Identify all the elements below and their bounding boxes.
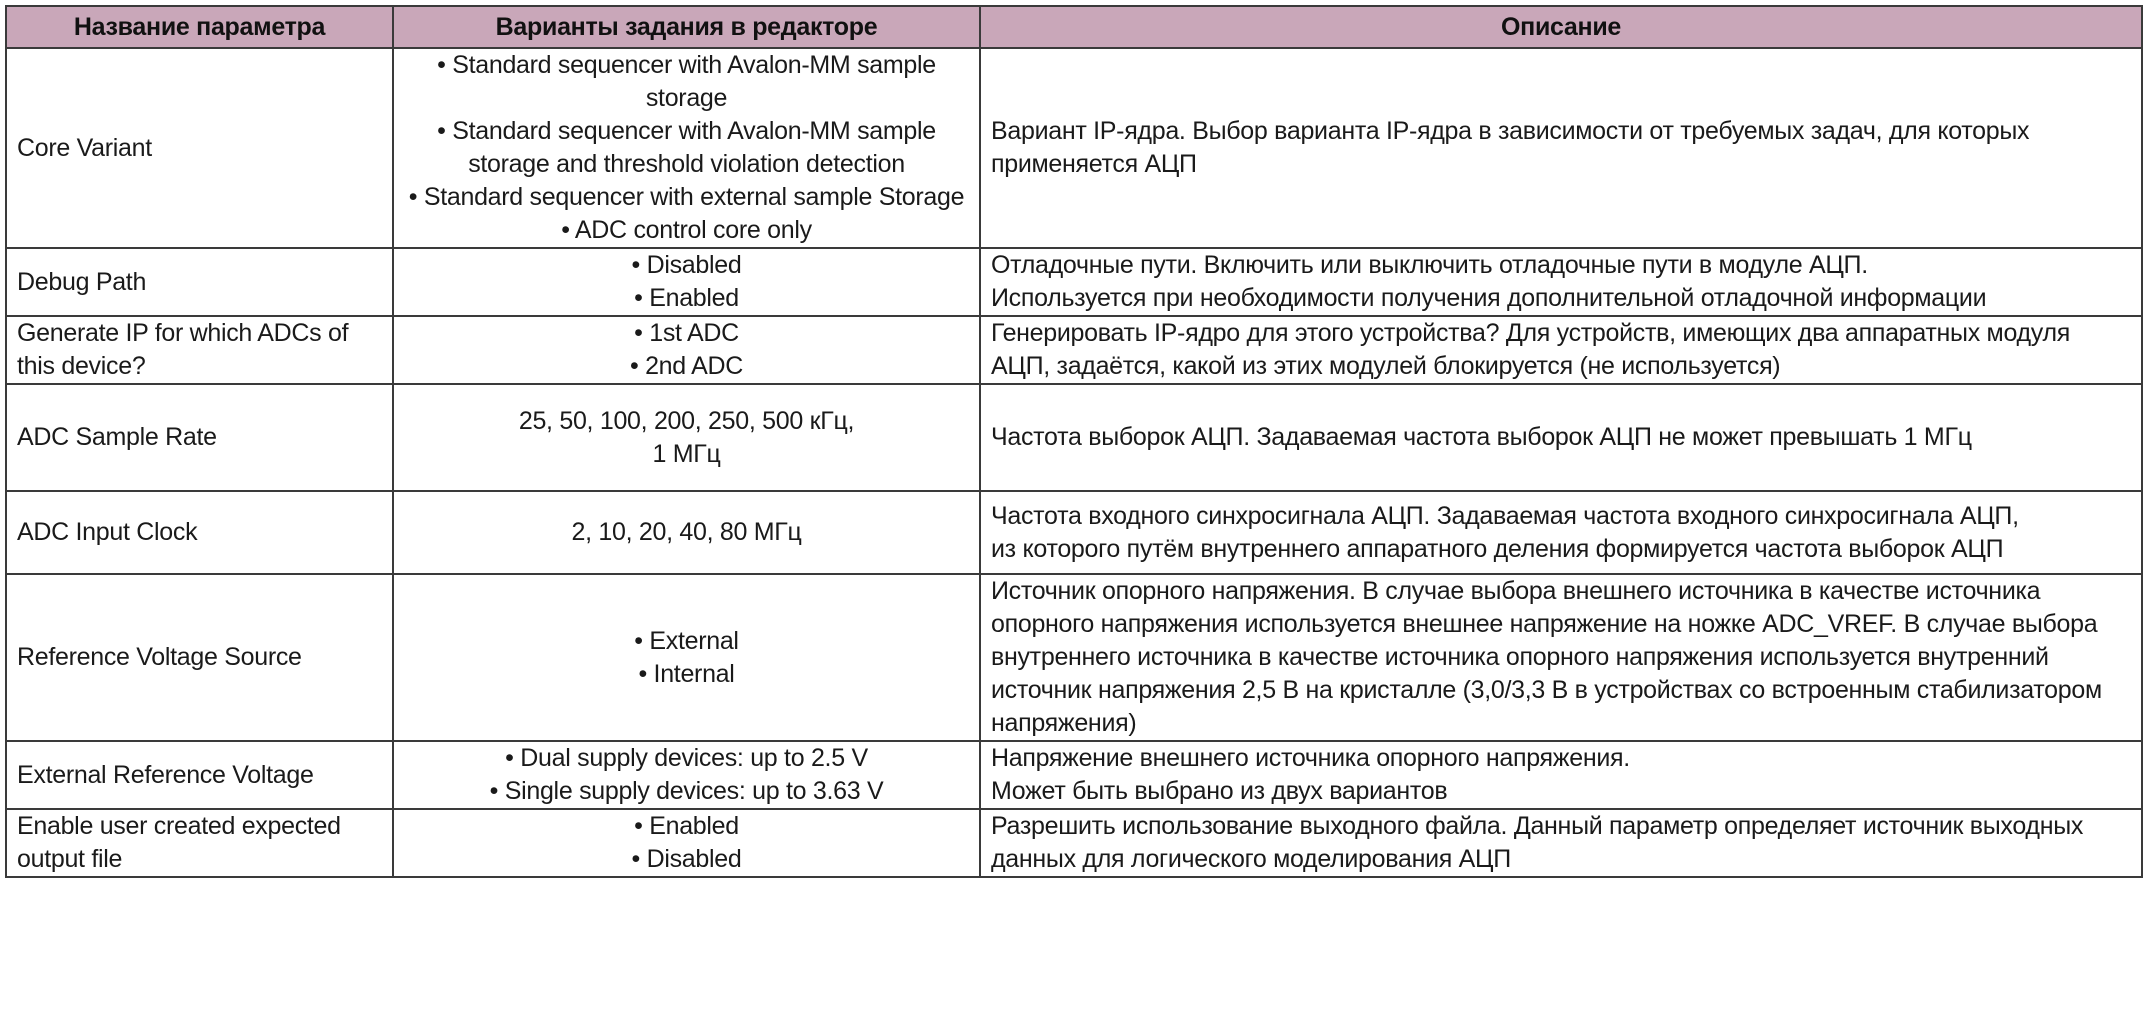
editor-options-line: • ADC control core only xyxy=(561,216,812,244)
parameter-name-cell xyxy=(6,741,393,809)
parameter-name-line: Core Variant xyxy=(17,133,152,162)
description-line: Отладочные пути. Включить или выключить отладочные пути в модуле АЦП. xyxy=(991,251,1868,279)
parameter-name-line: Generate IP for which ADCs of xyxy=(17,319,349,347)
editor-options-line: • 2nd ADC xyxy=(629,352,744,380)
parameter-name-line: Enable user created expected xyxy=(17,812,341,840)
parameter-name-cell xyxy=(6,574,393,741)
editor-options-line: • Enabled xyxy=(634,812,739,840)
editor-options-cell xyxy=(393,48,980,248)
editor-options-line: storage xyxy=(645,84,728,112)
header-description: Описание xyxy=(980,6,2142,48)
editor-options-line: • Disabled xyxy=(631,845,742,873)
editor-options-line: • Internal xyxy=(638,659,735,688)
parameter-name-line: ADC Sample Rate xyxy=(17,423,217,451)
description-cell xyxy=(980,384,2142,491)
parameter-name-cell xyxy=(6,809,393,877)
description-line: Разрешить использование выходного файла. Данный параметр определяет источник выходных xyxy=(991,812,2084,840)
editor-options-cell xyxy=(393,574,980,741)
description-line: источник напряжения 2,5 В на кристалле (3,0/3,3 В в устройствах со встроенным стабилизатором xyxy=(991,676,2102,704)
description-cell xyxy=(980,248,2142,316)
editor-options-cell xyxy=(393,248,980,316)
parameter-name-line: ADC Input Clock xyxy=(17,518,198,546)
description-line: АЦП, задаётся, какой из этих модулей блокируется (не используется) xyxy=(991,352,1781,380)
description-line: Источник опорного напряжения. В случае выбора внешнего источника в качестве источника xyxy=(991,577,2041,605)
description-line: Может быть выбрано из двух вариантов xyxy=(991,777,1448,805)
description-line: Генерировать IP-ядро для этого устройства? Для устройств, имеющих два аппаратных модуля xyxy=(991,319,2070,347)
description-line: внутреннего источника в качестве источника опорного напряжения используется внутренний xyxy=(991,643,2049,671)
editor-options-line: • External xyxy=(634,626,739,655)
description-cell xyxy=(980,741,2142,809)
table-row xyxy=(6,741,2142,809)
table-row xyxy=(6,248,2142,316)
table-row xyxy=(6,384,2142,491)
parameter-name-line: Reference Voltage Source xyxy=(17,643,302,671)
editor-options-line: • Enabled xyxy=(634,284,739,312)
parameter-name-cell xyxy=(6,48,393,248)
description-line: из которого путём внутреннего аппаратного деления формируется частота выборок АЦП xyxy=(991,534,2004,563)
table-row xyxy=(6,809,2142,877)
table-row xyxy=(6,491,2142,574)
description-cell xyxy=(980,574,2142,741)
description-line: Частота входного синхросигнала АЦП. Задаваемая частота входного синхросигнала АЦП, xyxy=(991,501,2019,530)
description-cell xyxy=(980,316,2142,384)
description-cell xyxy=(980,491,2142,574)
table-body xyxy=(6,48,2142,877)
description-line: данных для логического моделирования АЦП xyxy=(991,845,1511,873)
editor-options-line: • Standard sequencer with Avalon-MM sample xyxy=(437,117,936,145)
editor-options-line: • Standard sequencer with Avalon-MM sample xyxy=(437,51,936,79)
editor-options-cell xyxy=(393,809,980,877)
description-line: применяется АЦП xyxy=(991,150,1197,178)
table-row xyxy=(6,316,2142,384)
table-header xyxy=(6,6,2142,48)
description-line: Вариант IP-ядра. Выбор варианта IP-ядра в зависимости от требуемых задач, для которых xyxy=(991,117,2030,145)
description-line: Используется при необходимости получения дополнительной отладочной информации xyxy=(991,284,1987,312)
description-cell xyxy=(980,809,2142,877)
table-row xyxy=(6,574,2142,741)
table-row xyxy=(6,48,2142,248)
parameter-name-cell xyxy=(6,384,393,491)
parameter-name-line: output file xyxy=(17,845,123,873)
description-line: Частота выборок АЦП. Задаваемая частота выборок АЦП не может превышать 1 МГц xyxy=(991,423,1972,451)
description-line: Напряжение внешнего источника опорного напряжения. xyxy=(991,744,1630,772)
editor-options-cell xyxy=(393,384,980,491)
parameter-name-cell xyxy=(6,248,393,316)
editor-options-line: • Standard sequencer with external sample Storage xyxy=(408,183,965,211)
editor-options-line: • Single supply devices: up to 3.63 V xyxy=(489,777,884,805)
editor-options-cell xyxy=(393,741,980,809)
description-line: опорного напряжения используется внешнее напряжение на ножке ADC_VREF. В случае выбора xyxy=(991,610,2098,638)
editor-options-line: • 1st ADC xyxy=(634,319,739,347)
parameters-table xyxy=(5,5,2143,878)
parameter-name-cell xyxy=(6,491,393,574)
parameter-name-line: this device? xyxy=(17,352,146,380)
editor-options-line: 1 МГц xyxy=(652,439,721,468)
header-row xyxy=(6,6,2142,48)
editor-options-line: 25, 50, 100, 200, 250, 500 кГц, xyxy=(518,406,855,435)
editor-options-cell xyxy=(393,491,980,574)
editor-options-line: 2, 10, 20, 40, 80 МГц xyxy=(571,518,802,546)
editor-options-line: • Dual supply devices: up to 2.5 V xyxy=(505,744,868,772)
parameter-name-cell xyxy=(6,316,393,384)
editor-options-line: • Disabled xyxy=(631,251,742,279)
description-line: напряжения) xyxy=(991,709,1137,737)
parameters-table-container xyxy=(5,5,2141,878)
parameter-name-line: Debug Path xyxy=(17,267,147,296)
description-cell xyxy=(980,48,2142,248)
header-parameter-name: Название параметра xyxy=(6,6,393,48)
header-editor-options: Варианты задания в редакторе xyxy=(393,6,980,48)
editor-options-line: storage and threshold violation detection xyxy=(468,150,905,178)
editor-options-cell xyxy=(393,316,980,384)
parameter-name-line: External Reference Voltage xyxy=(17,760,314,789)
